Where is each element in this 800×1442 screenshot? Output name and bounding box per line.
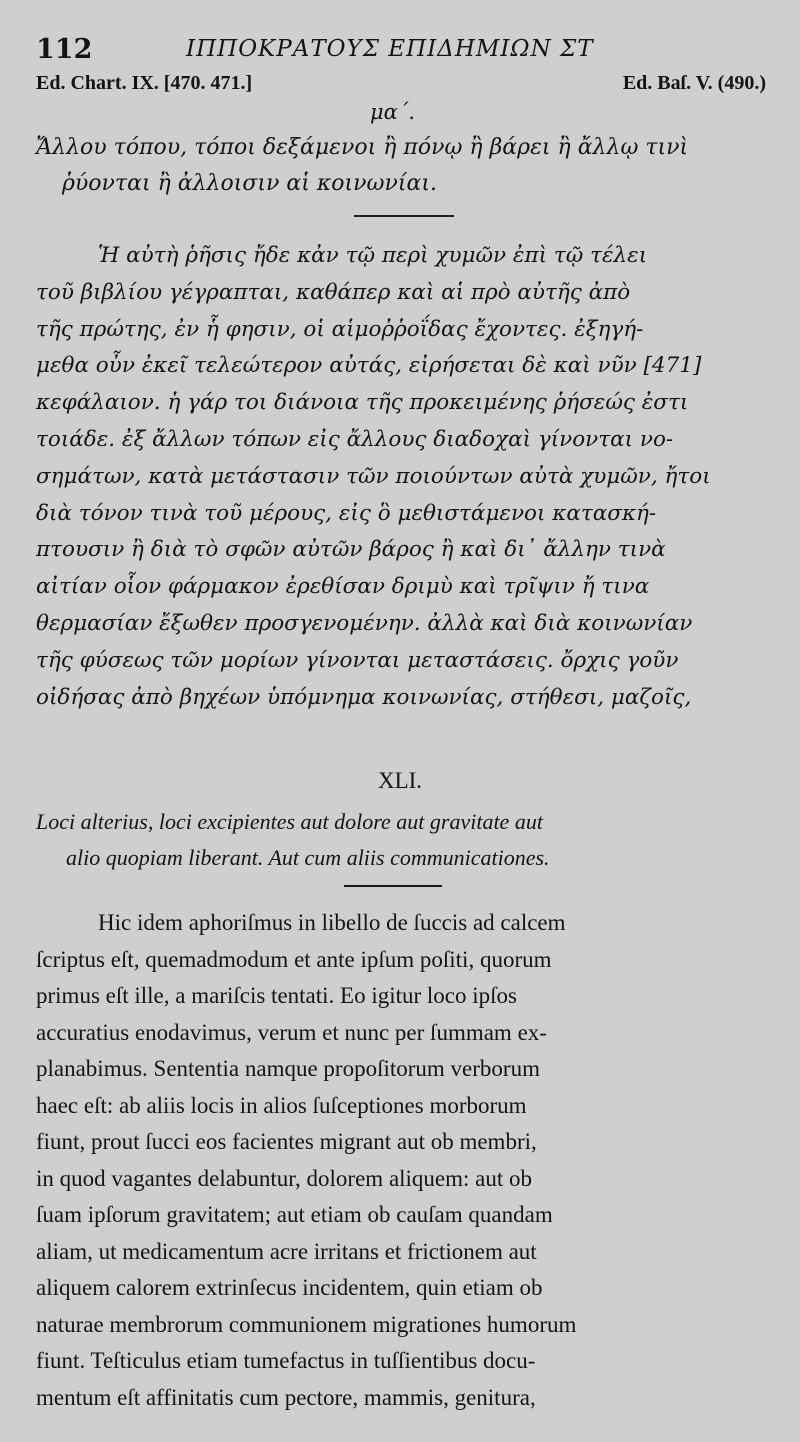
latin-lemma-line: alio quopiam liberant. Aut cum aliis communicationes. bbox=[66, 845, 550, 870]
greek-lemma-line: Ἄλλου τόπου, τόποι δεξάμενοι ἢ πόνῳ ἢ βάρει ἢ ἄλλῳ τινὶ bbox=[36, 135, 689, 160]
greek-commentary-line: Ἡ αὐτὴ ῥῆσις ἤδε κἀν τῷ περὶ χυμῶν ἐπὶ τῷ τέλει bbox=[98, 243, 648, 268]
latin-lemma-line: Loci alterius, loci excipientes aut dolore aut gravitate aut bbox=[36, 809, 543, 834]
greek-commentary-line: σημάτων, κατὰ μετάστασιν τῶν ποιούντων αὐτὰ χυμῶν, ἤτοι bbox=[36, 463, 711, 489]
greek-commentary-line: τοῦ βιβλίου γέγραπται, καθάπερ καὶ αἱ πρὸ αὐτῆς ἀπὸ bbox=[36, 279, 631, 305]
greek-lemma bbox=[36, 130, 766, 202]
latin-commentary bbox=[36, 905, 766, 1416]
latin-commentary-line: naturae membrorum communionem migrationes humorum bbox=[36, 1311, 577, 1337]
edition-reference-left: Ed. Chart. IX. [470. 471.] bbox=[36, 72, 253, 94]
latin-commentary-line: aliquem calorem extrinſecus incidentem, quin etiam ob bbox=[36, 1275, 543, 1300]
latin-commentary-line: ſuam ipſorum gravitatem; aut etiam ob cauſam quandam bbox=[36, 1202, 553, 1227]
greek-commentary-line: αἰτίαν οἷον φάρμακον ἐρεθίσαν δριμὺ καὶ τρῖψιν ἤ τινα bbox=[36, 574, 650, 600]
latin-section-label: XLI. bbox=[377, 768, 423, 793]
greek-commentary bbox=[36, 238, 766, 716]
latin-commentary-line: in quod vagantes delabuntur, dolorem aliquem: aut ob bbox=[36, 1165, 533, 1191]
greek-commentary-line: οἰδήσας ἀπὸ βηχέων ὑπόμνημα κοινωνίας, στήθεσι, μαζοῖς, bbox=[36, 684, 692, 710]
page-header bbox=[36, 28, 766, 68]
running-title: ΙΠΠΟΚΡΑΤΟΥΣ ΕΠΙΔΗΜΙΩΝ ΣΤ bbox=[186, 36, 594, 62]
latin-commentary-line: planabimus. Sententia namque propoſitorum verborum bbox=[36, 1056, 540, 1081]
latin-commentary-line: ſcriptus eſt, quemadmodum et ante ipſum poſiti, quorum bbox=[36, 946, 552, 972]
section-divider bbox=[354, 215, 454, 217]
latin-commentary-line: fiunt, prout ſucci eos facientes migrant aut ob membri, bbox=[36, 1129, 537, 1154]
greek-commentary-line: πτουσιν ἢ διὰ τὸ σφῶν αὐτῶν βάρος ἢ καὶ δι᾽ ἄλλην τινὰ bbox=[36, 537, 666, 563]
greek-section-label: μα΄. bbox=[370, 100, 416, 124]
greek-commentary-line: τοιάδε. ἐξ ἄλλων τόπων εἰς ἄλλους διαδοχαὶ γίνονται νο- bbox=[36, 426, 674, 452]
latin-commentary-line: haec eſt: ab aliis locis in alios ſuſceptiones morborum bbox=[36, 1092, 527, 1118]
latin-commentary-line: aliam, ut medicamentum acre irritans et frictionem aut bbox=[36, 1238, 537, 1264]
greek-commentary-line: διὰ τόνον τινὰ τοῦ μέρους, εἰς ὃ μεθιστάμενοι κατασκή- bbox=[36, 500, 657, 526]
greek-commentary-line: μεθα οὖν ἐκεῖ τελεώτερον αὐτάς, εἰρήσεται δὲ καὶ νῦν [471] bbox=[36, 353, 702, 379]
greek-commentary-line: τῆς πρώτης, ἐν ἧ φησιν, οἱ αἱμοῤῥοΐδας ἔχοντες. ἐξηγή- bbox=[36, 316, 644, 342]
greek-commentary-line: θερμασίαν ἔξωθεν προσγενομένην. ἀλλὰ καὶ διὰ κοινωνίαν bbox=[36, 610, 693, 636]
greek-lemma-line: ῥύονται ἢ ἀλλοισιν αἱ κοινωνίαι. bbox=[62, 171, 437, 196]
page-number: 112 bbox=[36, 34, 93, 65]
latin-commentary-line: primus eſt ille, a mariſcis tentati. Eo igitur loco ipſos bbox=[36, 983, 517, 1008]
greek-commentary-line: τῆς φύσεως τῶν μορίων γίνονται μεταστάσεις. ὄρχις γοῦν bbox=[36, 647, 679, 673]
latin-commentary-line: Hic idem aphoriſmus in libello de ſuccis ad calcem bbox=[98, 910, 566, 935]
section-divider bbox=[344, 885, 442, 887]
latin-commentary-line: fiunt. Teſticulus etiam tumefactus in tuſſientibus docu- bbox=[36, 1348, 536, 1373]
latin-commentary-line: mentum eſt affinitatis cum pectore, mammis, genitura, bbox=[36, 1384, 536, 1410]
latin-lemma bbox=[36, 804, 766, 876]
greek-commentary-line: κεφάλαιον. ἡ γάρ τοι διάνοια τῆς προκειμένης ῥήσεώς ἐστι bbox=[36, 390, 689, 416]
latin-commentary-line: accuratius enodavimus, verum et nunc per ſummam ex- bbox=[36, 1019, 547, 1045]
edition-references bbox=[36, 72, 766, 102]
edition-reference-right: Ed. Baſ. V. (490.) bbox=[622, 72, 766, 94]
